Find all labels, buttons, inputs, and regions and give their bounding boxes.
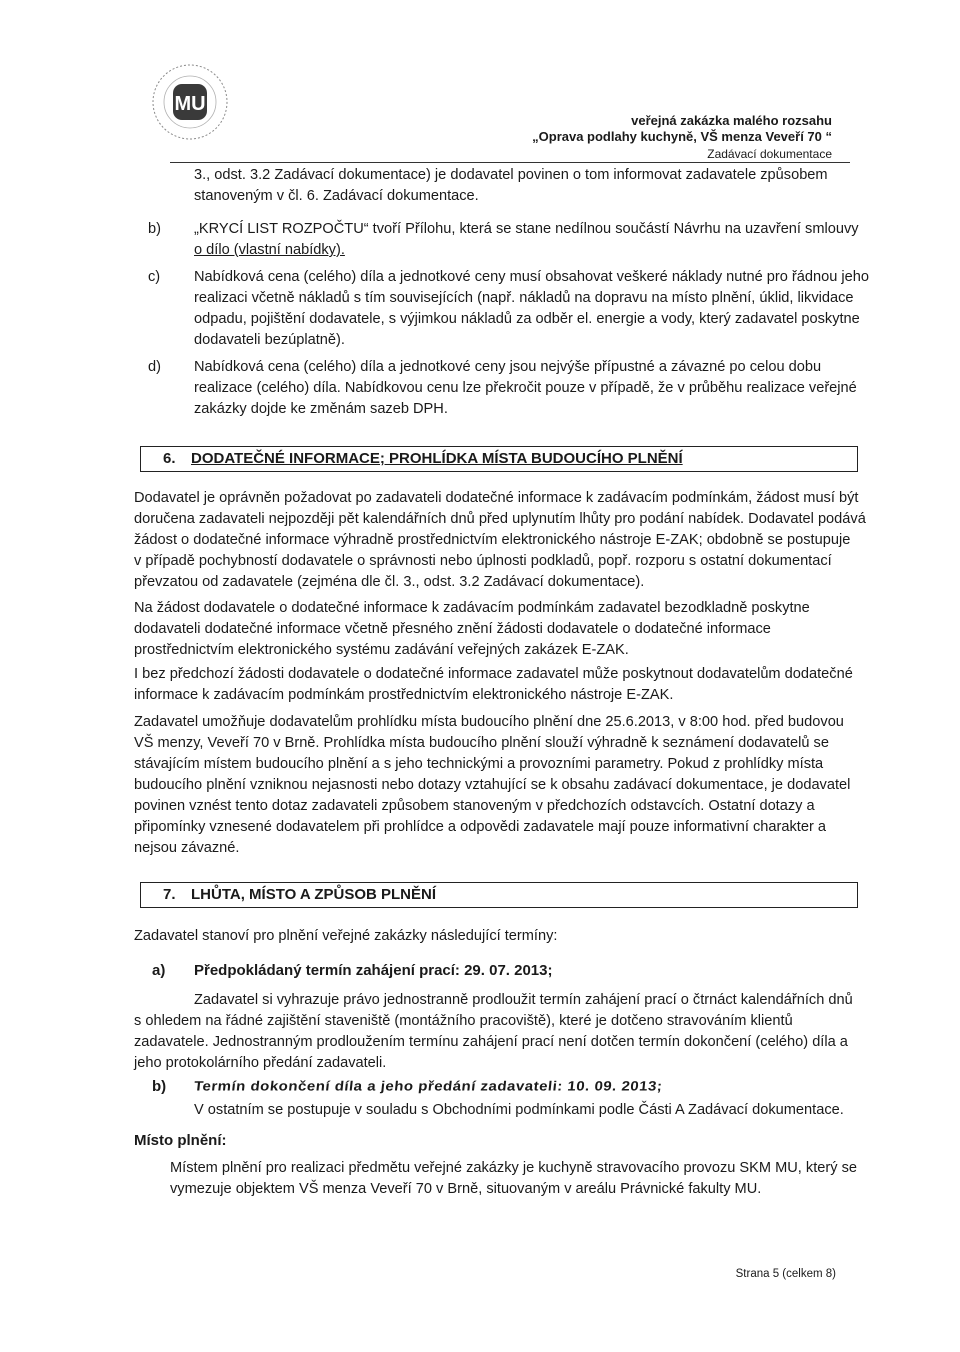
text-line: Nabídková cena (celého) díla a jednotkové ceny musí obsahovat veškeré náklady nutné pro řádnou jeho [194, 269, 869, 285]
item-d-label: d) [148, 359, 161, 375]
item-c-text [194, 267, 869, 351]
text-line: V ostatním se postupuje v souladu s Obchodními podmínkami podle Části A Zadávací dokumentace. [194, 1102, 844, 1118]
term-b-text [194, 1100, 854, 1121]
text-line: VŠ menzy, Veveří 70 v Brně. Prohlídka místa budoucího plnění slouží výhradně k seznámení dodavatelů se [134, 735, 829, 751]
term-b-title-text: Termín dokončení díla a jeho předání zadavateli: 10. 09. 2013; [193, 1078, 664, 1095]
text-line: Zadavatel si vyhrazuje právo jednostranně prodloužit termín zahájení prací o čtrnáct kalendářních dnů [194, 992, 853, 1008]
item-c-label: c) [148, 269, 161, 285]
text-line: stávajícím místem budoucího plnění a s jeho technickými a provozními parametry. Pokud z prohlídky místa [134, 756, 824, 772]
university-seal-icon [150, 62, 230, 142]
text-line: Na žádost dodavatele o dodatečné informace k zadávacím podmínkám zadavatel bezodkladně poskytne [134, 600, 810, 616]
text-line: prostřednictvím elektronického systému zadávání veřejných zakázek E-ZAK. [134, 642, 629, 658]
text-line: informace k zadávacím podmínkám prostřednictvím elektronického nástroje E-ZAK. [134, 687, 674, 703]
text-line: v případě pochybností dodavatele o správnosti nebo úplnosti podkladů, popř. rozporu s ostatní dokumentací [134, 553, 832, 569]
section-6-paragraph-1 [134, 488, 866, 593]
text-line: odpadu, pojištění dodavatele, s výjimkou nákladů za odběr el. energie a vody, který zadavatel poskytne [194, 311, 860, 327]
text-line: Místem plnění pro realizaci předmětu veřejné zakázky je kuchyně stravovacího provozu SKM MU, který se [170, 1160, 858, 1176]
item-b-label: b) [148, 221, 161, 237]
item-d-text [194, 357, 857, 420]
text-line: I bez předchozí žádosti dodavatele o dodatečné informace zadavatel může poskytnout dodavatelům dodatečné [134, 666, 853, 682]
section-7-intro [134, 926, 854, 947]
text-line: 3., odst. 3.2 Zadávací dokumentace) je dodavatel povinen o tom informovat zadavatele způsobem [194, 167, 828, 183]
term-a-text [134, 990, 854, 1074]
header-contract-type: veřejná zakázka malého rozsahu [631, 113, 832, 128]
section-title: DODATEČNÉ INFORMACE; PROHLÍDKA MÍSTA BUDOUCÍHO PLNĚNÍ [191, 450, 683, 467]
text-line: zadavatele. Jednostranným prodloužením termínu zahájení prací není dotčen termín dokončení (celého) díla a [134, 1034, 848, 1050]
section-number: 6. [163, 450, 176, 467]
continuation-paragraph [194, 165, 854, 207]
text-line: budoucího plnění vzniknou nejasnosti nebo dotazy vztahující se k obsahu zadávací dokumentace, je dodavatel [134, 777, 851, 793]
text-line: „KRYCÍ LIST ROZPOČTU“ tvoří Přílohu, která se stane nedílnou součástí Návrhu na uzavření smlouvy [194, 221, 859, 237]
term-a-title: Předpokládaný termín zahájení prací: 29. 07. 2013; [194, 962, 553, 979]
text-line: stanoveným v čl. 6. Zadávací dokumentace. [194, 188, 479, 204]
section-6-paragraph-3 [134, 664, 854, 706]
text-line: zakázky dojde ke změnám sazeb DPH. [194, 401, 448, 417]
section-number: 7. [163, 886, 176, 903]
svg-text:MU: MU [174, 93, 206, 115]
term-b-label: b) [152, 1078, 167, 1095]
header-contract-name: „Oprava podlahy kuchyně, VŠ menza Veveří 70 “ [532, 129, 832, 144]
header-doc-type: Zadávací dokumentace [707, 147, 832, 161]
text-line: jeho protokolárního předání zadavateli. [134, 1055, 387, 1071]
term-a-label: a) [152, 962, 166, 979]
text-line: Dodavatel je oprávněn požadovat po zadavateli dodatečné informace k zadávacím podmínkám, žádost musí být [134, 490, 859, 506]
section-6-heading [140, 446, 858, 472]
section-6-paragraph-2 [134, 598, 854, 661]
term-b-title [194, 1076, 662, 1097]
section-7-heading [140, 882, 858, 908]
section-title: LHŮTA, MÍSTO A ZPŮSOB PLNĚNÍ [191, 886, 437, 903]
text-line: dodavateli dodatečné informace včetně přesného znění žádosti dodavatele o dodatečné informace [134, 621, 771, 637]
text-line: realizaci včetně nákladů s tím souvisejících (např. nákladů na dopravu na místo plnění, úklid, likvidace [194, 290, 854, 306]
section-6-paragraph-4 [134, 712, 854, 859]
text-line: realizace (celého) díla. Nabídkovou cenu lze překročit pouze v případě, že v průběhu realizace veřejné [194, 380, 857, 396]
header-divider [170, 162, 850, 163]
text-line: vymezuje objektem VŠ menza Veveří 70 v Brně, situovaným v areálu Právnické fakulty MU. [170, 1181, 762, 1197]
place-of-performance-label: Místo plnění: [134, 1132, 227, 1149]
item-b-text [194, 219, 859, 261]
text-line: Nabídková cena (celého) díla a jednotkové ceny jsou nejvýše přípustné a závazné po celou dobu [194, 359, 822, 375]
place-of-performance-text [170, 1158, 858, 1200]
page-number: Strana 5 (celkem 8) [735, 1268, 836, 1280]
text-line: Zadavatel stanoví pro plnění veřejné zakázky následující termíny: [134, 928, 558, 944]
text-line: o dílo (vlastní nabídky). [194, 242, 345, 258]
text-line: převzatou od zadavatele (zejména dle čl. 3., odst. 3.2 Zadávací dokumentace). [134, 574, 645, 590]
text-line: s ohledem na řádné zajištění staveniště (montážního pracoviště), které je dotčeno stravováním klientů [134, 1013, 793, 1029]
text-line: doručena zadavateli nejpozději pět kalendářních dnů před uplynutím lhůty pro podání nabídek. Dodavatel podává [134, 511, 866, 527]
text-line: povinen vznést tento dotaz zadavateli způsobem stanoveným v předchozích odstavcích. Ostatní dotazy a [134, 798, 815, 814]
text-line: nejsou závazné. [134, 840, 240, 856]
text-line: připomínky vznesené dodavatelem při prohlídce a odpovědi zadavatele mají pouze informativní charakter a [134, 819, 826, 835]
text-line: dodavateli bezúplatně). [194, 332, 345, 348]
text-line: žádost o dodatečné informace výhradně prostřednictvím elektronického nástroje E-ZAK; obdobně se postupuje [134, 532, 851, 548]
text-line: Zadavatel umožňuje dodavatelům prohlídku místa budoucího plnění dne 25.6.2013, v 8:00 hod. před budovou [134, 714, 844, 730]
